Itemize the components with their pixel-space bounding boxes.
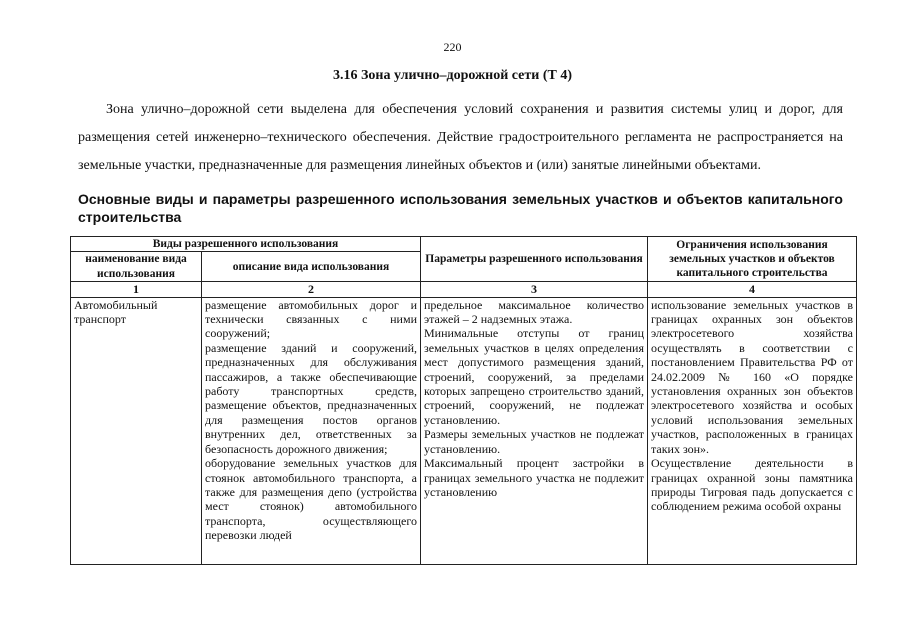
params-cell: [421, 297, 648, 564]
column-number: 4: [648, 282, 857, 297]
column-number: 2: [202, 282, 421, 297]
header-params: Параметры разрешенного использования: [421, 237, 648, 282]
table-heading: Основные виды и параметры разрешенного использования земельных участков и объектов капитального строительства: [78, 191, 843, 225]
table-row: [71, 297, 857, 564]
limits-paragraph: Осуществление деятельности в границах охранной зоны памятника природы Тигровая падь допускается с соблюдением режима особой охраны: [651, 456, 853, 514]
description-paragraph: размещение зданий и сооружений, предназначенных для обслуживания пассажиров, а также обеспечивающие работу транспортных средств, размещение объектов, предназначенных для размещения постов органов внутренних дел, ответственных за безопасность дорожного движения;: [205, 340, 417, 456]
description-paragraph: оборудование земельных участков для стоянок автомобильного транспорта, а также для размещения депо (устройства мест стоянок) автомобильного транспорта, осуществляющего перевозки людей: [205, 456, 417, 543]
params-paragraph: предельное максимальное количество этажей – 2 надземных этажа.: [424, 297, 644, 327]
column-number: 1: [71, 282, 202, 297]
limits-cell: [648, 297, 857, 564]
params-paragraph: Максимальный процент застройки в границах земельного участка не подлежит установлению: [424, 456, 644, 499]
table-header-row: [71, 237, 857, 252]
header-limits: Ограничения использования земельных участков и объектов капитального строительства: [648, 237, 857, 282]
params-paragraph: Минимальные отступы от границ земельных участков в целях определения мест допустимого размещения зданий, строений, сооружений, за пределами которых запрещено строительство зданий, строений, сооружений, не подлежат установлению.: [424, 326, 644, 427]
header-usage-types: Виды разрешенного использования: [71, 237, 421, 252]
usage-description-cell: [202, 297, 421, 564]
section-heading: 3.16 Зона улично–дорожной сети (Т 4): [333, 68, 572, 83]
usage-name: Автомобильный транспорт: [74, 297, 158, 327]
page-number: 220: [443, 40, 462, 54]
intro-paragraph: Зона улично–дорожной сети выделена для обеспечения условий сохранения и развития системы улиц и дорог, для размещения сетей инженерно–технического обеспечения. Действие градостроительного регламента не распространяется на земельные участки, предназначенные для размещения линейных объектов и (или) занятые линейными объектами.: [78, 102, 843, 173]
column-number-row: [71, 282, 857, 297]
regulation-table: [70, 236, 857, 565]
usage-name-cell: [71, 297, 202, 564]
description-paragraph: размещение автомобильных дорог и технически связанных с ними сооружений;: [205, 297, 417, 341]
params-paragraph: Размеры земельных участков не подлежат установлению.: [424, 427, 644, 456]
header-usage-description: описание вида использования: [202, 252, 421, 282]
column-number: 3: [421, 282, 648, 297]
limits-paragraph: использование земельных участков в границах охранных зон объектов электросетевого хозяйства осуществлять в соответствии с постановлением Правительства РФ от 24.02.2009 № 160 «О порядке установления охранных зон объектов электросетевого хозяйства и особых условий использования земельных участков, расположенных в границах таких зон».: [651, 297, 853, 456]
header-usage-name: наименование вида использования: [71, 252, 202, 282]
